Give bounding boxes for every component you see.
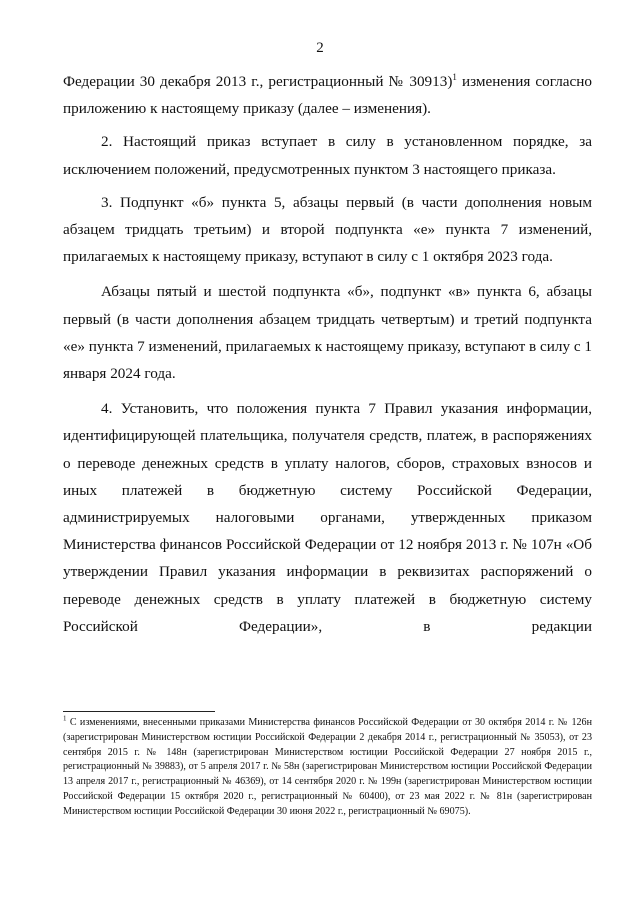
paragraph-text: Федерации 30 декабря 2013 г., регистрационный № 30913) [63, 73, 453, 90]
paragraph-text-continued: изменения согласно приложению к настоящему приказу (далее – изменения). [63, 73, 593, 118]
paragraph-item-2: 2. Настоящий приказ вступает в силу в установленном порядке, за исключением положений, предусмотренных пунктом 3 настоящего приказа. [63, 133, 592, 178]
paragraph-continuation [63, 68, 592, 122]
page-number: 2 [316, 40, 324, 56]
footnote-separator [63, 711, 215, 712]
paragraph-item-3: 3. Подпункт «б» пункта 5, абзацы первый (в части дополнения новым абзацем тридцать третьим) и второй подпункта «е» пункта 7 изменений, прилагаемых к настоящему приказу, вступают в силу с 1 октября 2023 года. [63, 193, 592, 266]
paragraph-item-4: 4. Установить, что положения пункта 7 Правил указания информации, идентифицирующей плательщика, получателя средств, платеж, в распоряжениях о переводе денежных средств в уплату налогов, сборов, страховых взносов и иных платежей в бюджетную систему Российской Федерации, администрируемых налоговыми органами, утвержденных приказом Министерства финансов Российской Федерации от 12 ноября 2013 г. № 107н «Об утверждении Правил указания информации в реквизитах распоряжений о переводе денежных средств в уплату платежей в бюджетную систему Российской Федерации», в редакции [63, 400, 592, 635]
footnote [63, 716, 592, 820]
footnote-reference: 1 [452, 71, 457, 82]
footnote-text: С изменениями, внесенными приказами Министерства финансов Российской Федерации от 30 октября 2014 г. № 126н (зарегистрирован Министерством юстиции Российской Федерации 2 декабря 2014 г., регистрационный № 35053), от 23 сентября 2015 г. № 148н (зарегистрирован Министерством юстиции Российской Федерации 27 ноября 2015 г., регистрационный № 39883), от 5 апреля 2017 г. № 58н (зарегистрирован Министерством юстиции Российской Федерации 13 апреля 2017 г., регистрационный № 46369), от 14 сентября 2020 г. № 199н (зарегистрирован Министерством юстиции Российской Федерации 15 октября 2020 г., регистрационный № 60400), от 23 мая 2022 г. № 81н (зарегистрирован Министерством юстиции Российской Федерации 30 июня 2022 г., регистрационный № 69075). [63, 717, 592, 817]
paragraph-item-3-continued: Абзацы пятый и шестой подпункта «б», подпункт «в» пункта 6, абзацы первый (в части дополнения абзацем тридцать четвертым) и третий подпункта «е» пункта 7 изменений, прилагаемых к настоящему приказу, вступают в силу с 1 января 2024 года. [63, 283, 592, 383]
body-text [63, 68, 592, 640]
footnote-number: 1 [63, 714, 67, 723]
